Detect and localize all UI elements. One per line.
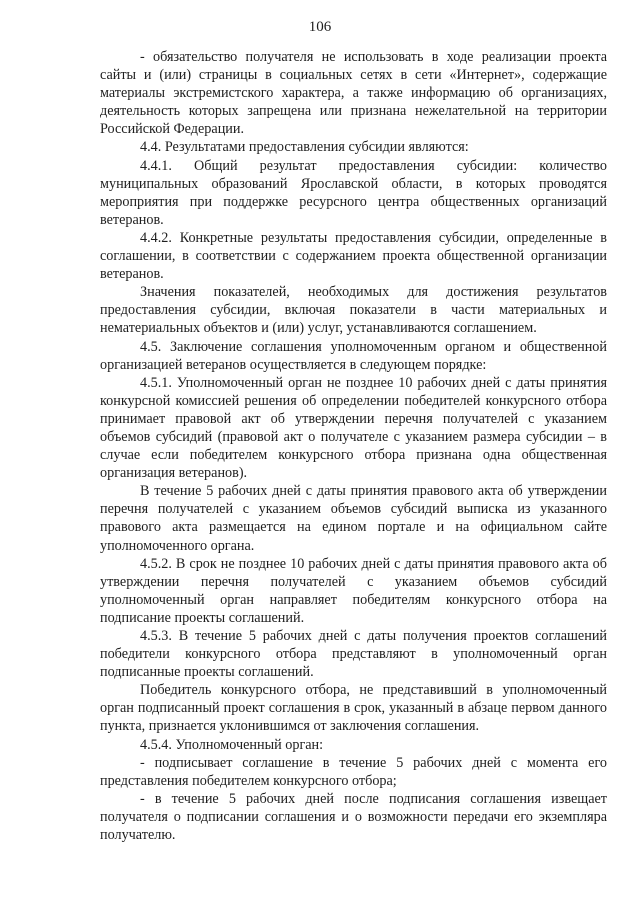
paragraph: 4.5.3. В течение 5 рабочих дней с даты получения проектов соглашений победители конкурсного отбора представляют в уполномоченный орган подписанные проекты соглашений. xyxy=(100,628,607,681)
paragraph: - подписывает соглашение в течение 5 рабочих дней с момента его представления победителем конкурсного отбора; xyxy=(100,754,607,789)
paragraph: 4.5. Заключение соглашения уполномоченным органом и общественной организацией ветеранов осуществляется в следующем порядке: xyxy=(100,338,607,373)
paragraph: 4.4.1. Общий результат предоставления субсидии: количество муниципальных образований Ярославской области, в которых проводятся мероприятия при поддержке ресурсного центра общественных организаций ветеранов. xyxy=(100,157,607,228)
paragraph: 4.5.4. Уполномоченный орган: xyxy=(140,736,324,753)
paragraph: Победитель конкурсного отбора, не представивший в уполномоченный орган подписанный проект соглашения в срок, указанный в абзаце первом данного пункта, признается уклонившимся от заключения соглашения. xyxy=(100,682,607,735)
paragraph: 4.5.2. В срок не позднее 10 рабочих дней с даты принятия правового акта об утверждении перечня получателей с указанием объемов субсидий уполномоченный орган направляет победителям конкурсного отбора на подписание проекты соглашений. xyxy=(100,555,607,626)
page-number: 106 xyxy=(308,19,332,35)
paragraph: - в течение 5 рабочих дней после подписания соглашения извещает получателя о подписании соглашения и о возможности передачи его экземпляра получателю. xyxy=(100,790,607,844)
paragraph: Значения показателей, необходимых для достижения результатов предоставления субсидии, включая показатели в части материальных и нематериальных объектов и (или) услуг, устанавливаются соглашением. xyxy=(100,284,607,337)
paragraph: В течение 5 рабочих дней с даты принятия правового акта об утверждении перечня получателей с указанием объемов субсидий выписка из указанного правового акта размещается на едином портале и на официальном сайте уполномоченного органа. xyxy=(100,483,607,554)
paragraph: 4.5.1. Уполномоченный орган не позднее 10 рабочих дней с даты принятия конкурсной комиссией решения об определении победителей конкурсного отбора принимает правовой акт об утверждении перечня получателей с указанием объемов субсидий (правовой акт о получателе с указанием размера субсидии – в случае если победителем конкурсного отбора признана одна общественная организация ветеранов). xyxy=(100,374,607,482)
paragraph: 4.4. Результатами предоставления субсидии являются: xyxy=(140,139,469,156)
paragraph: 4.4.2. Конкретные результаты предоставления субсидии, определенные в соглашении, в соответствии с содержанием проекта общественной организации ветеранов. xyxy=(100,229,607,283)
document-body xyxy=(100,48,607,844)
paragraph: - обязательство получателя не использовать в ходе реализации проекта сайты и (или) страницы в социальных сетях в сети «Интернет», содержащие материалы экстремистского характера, а также информацию об организациях, деятельность которых запрещена или признана нежелательной на территории Российской Федерации. xyxy=(100,49,607,138)
